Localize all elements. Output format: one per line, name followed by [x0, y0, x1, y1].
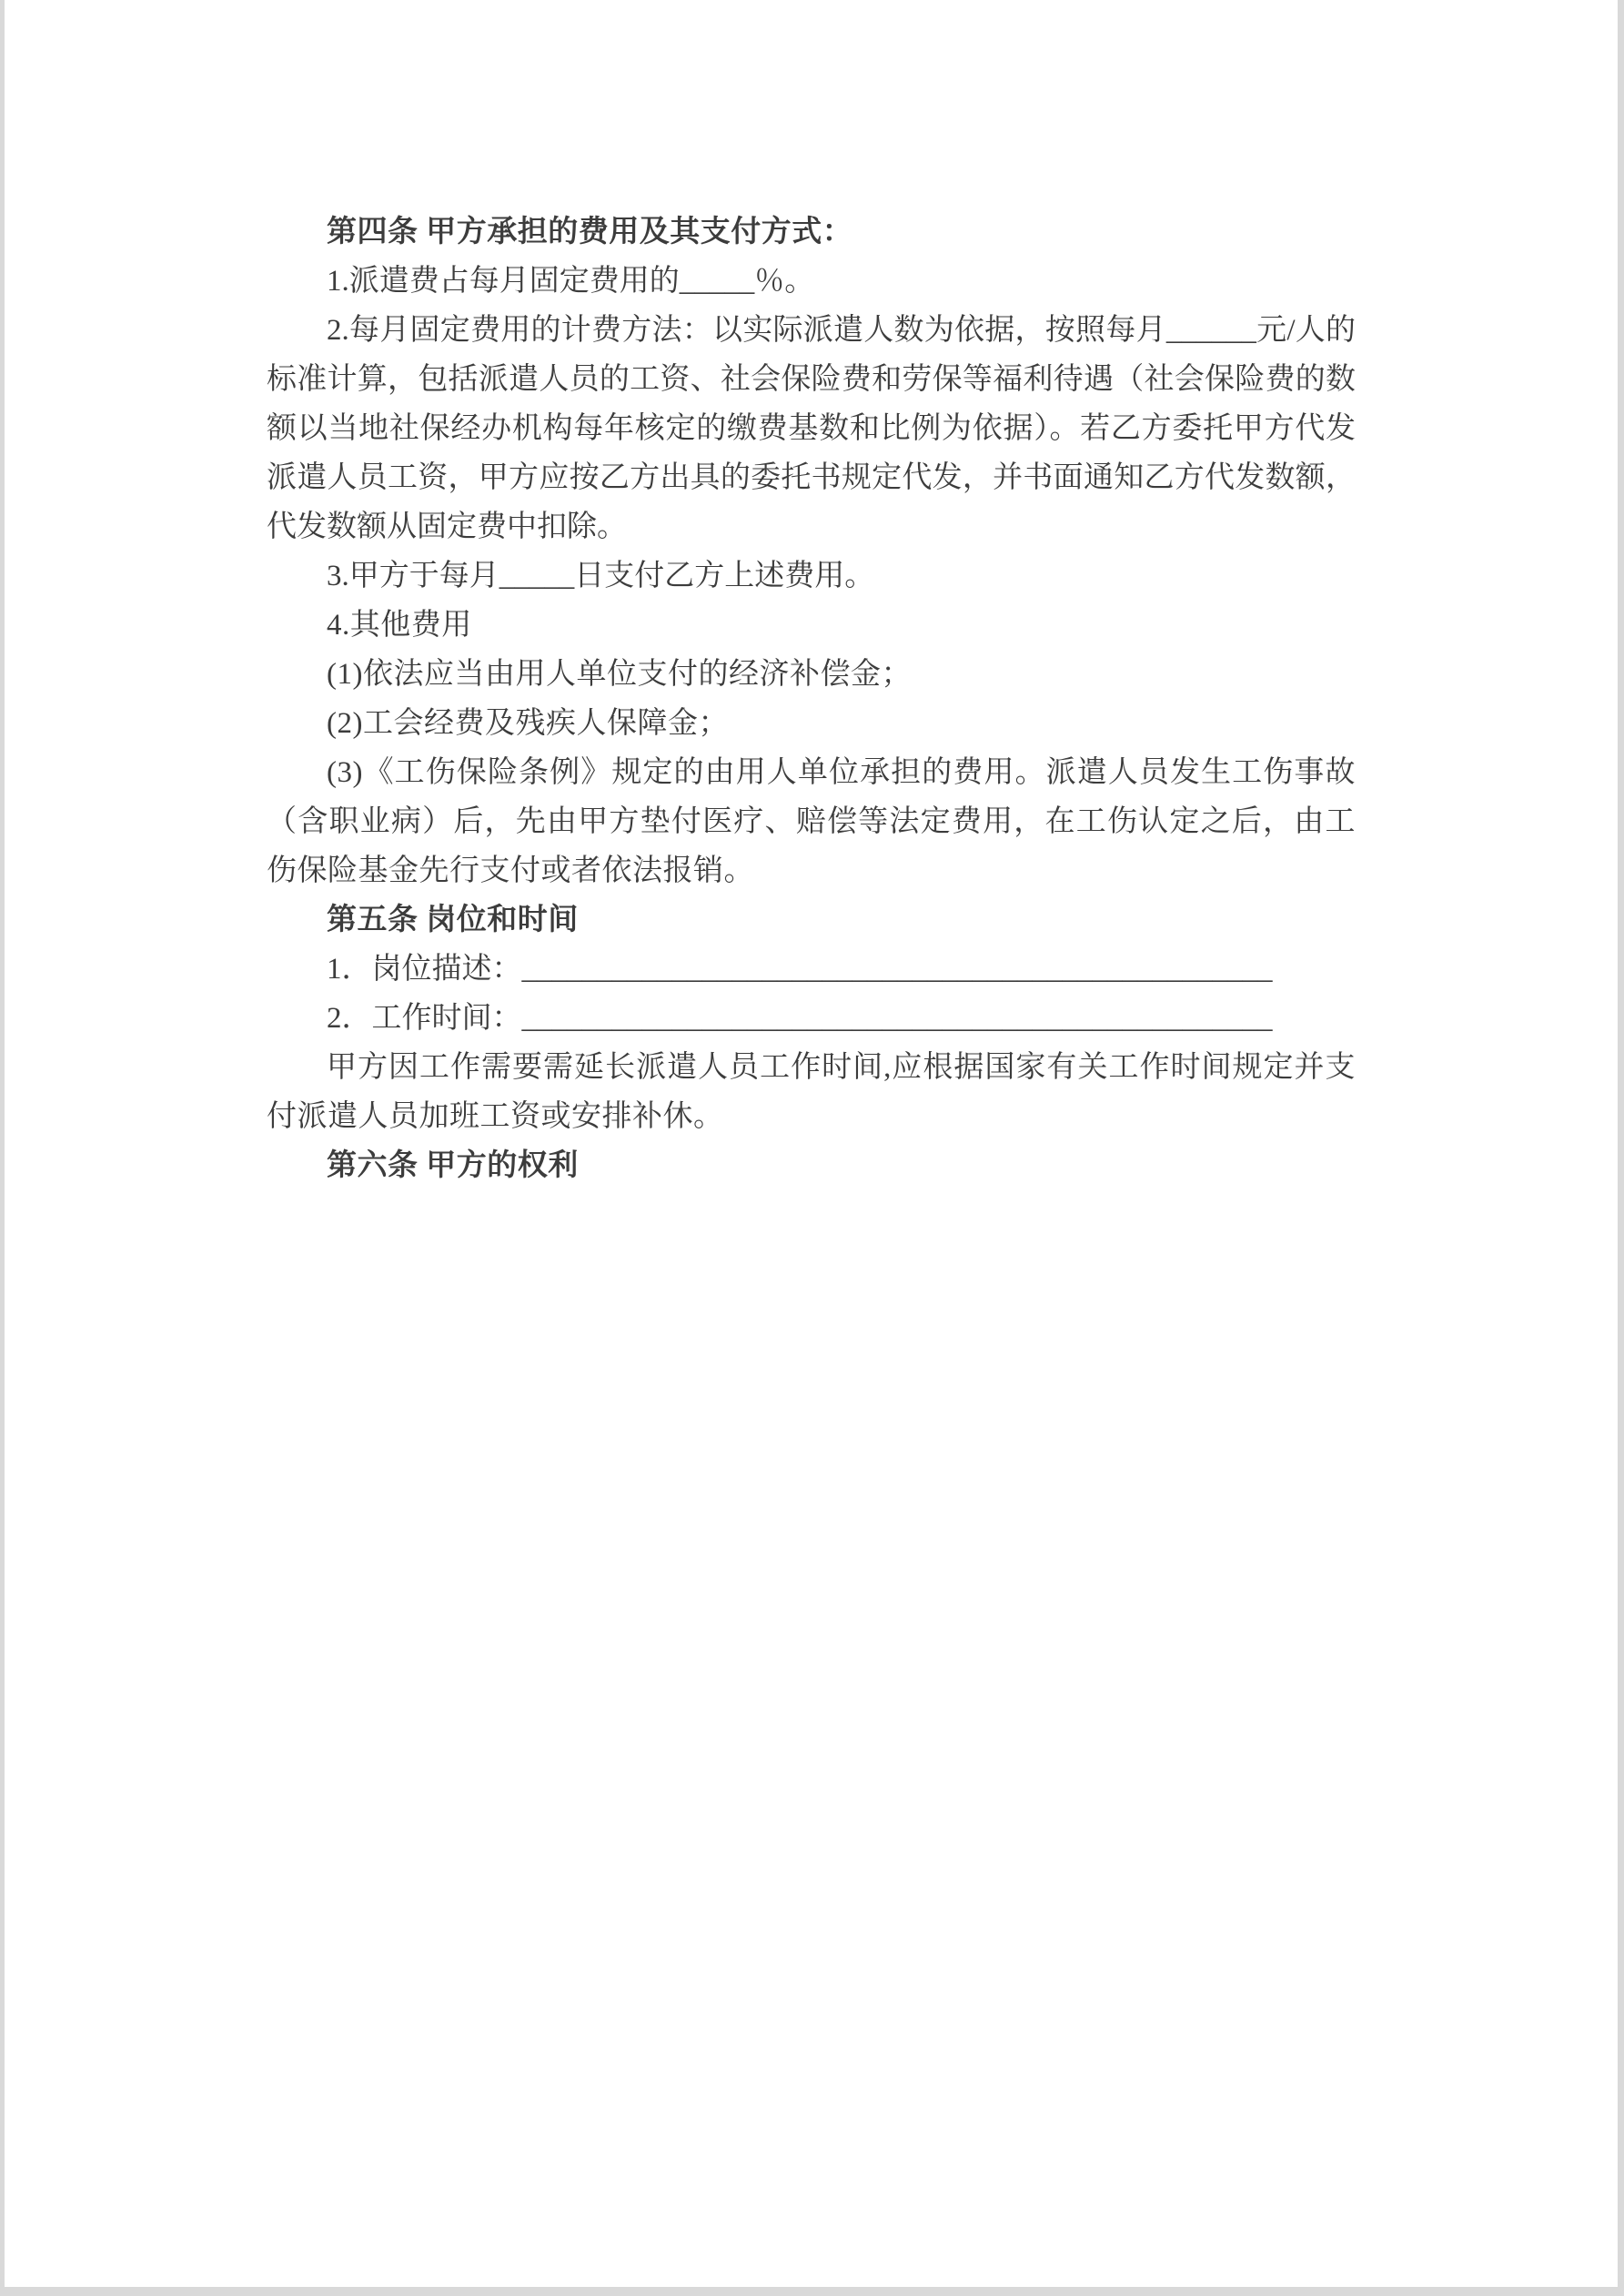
para-overtime-rule: 甲方因工作需要需延长派遣人员工作时间,应根据国家有关工作时间规定并支付派遣人员加班工资或安排补休。: [267, 1051, 1356, 1133]
contract-body: [267, 207, 1356, 1190]
heading-article-5-position-time: 第五条 岗位和时间: [327, 904, 579, 936]
para-other-fees-item-1: (1)依法应当由用人单位支付的经济补偿金；: [327, 658, 912, 691]
document-page: [5, 0, 1618, 2287]
para-dispatch-fee-percentage: 1.派遣费占每月固定费用的_____％。: [327, 265, 815, 298]
heading-article-4-fees: 第四条 甲方承担的费用及其支付方式：: [327, 216, 853, 248]
para-monthly-fixed-fee-method: 2.每月固定费用的计费方法：以实际派遣人数为依据，按照每月______元/人的标准计算，包括派遣人员的工资、社会保险费和劳保等福利待遇（社会保险费的数额以当地社保经办机构每年核定的缴费基数和比例为依据）。若乙方委托甲方代发派遣人员工资，甲方应按乙方出具的委托书规定代发，并书面通知乙方代发数额，代发数额从固定费中扣除。: [267, 314, 1356, 543]
heading-article-6-party-a-rights: 第六条 甲方的权利: [327, 1149, 579, 1182]
para-other-fees-title: 4.其他费用: [327, 609, 472, 642]
para-other-fees-item-2: (2)工会经费及残疾人保障金；: [327, 707, 729, 740]
para-payment-day: 3.甲方于每月_____日支付乙方上述费用。: [327, 560, 875, 592]
para-working-hours-blank: 2．工作时间：__________________________________________________: [327, 1002, 1273, 1035]
para-other-fees-item-3: (3)《工伤保险条例》规定的由用人单位承担的费用。派遣人员发生工伤事故（含职业病）后，先由甲方垫付医疗、赔偿等法定费用，在工伤认定之后，由工伤保险基金先行支付或者依法报销。: [267, 756, 1356, 887]
para-position-description-blank: 1．岗位描述：__________________________________________________: [327, 953, 1273, 986]
